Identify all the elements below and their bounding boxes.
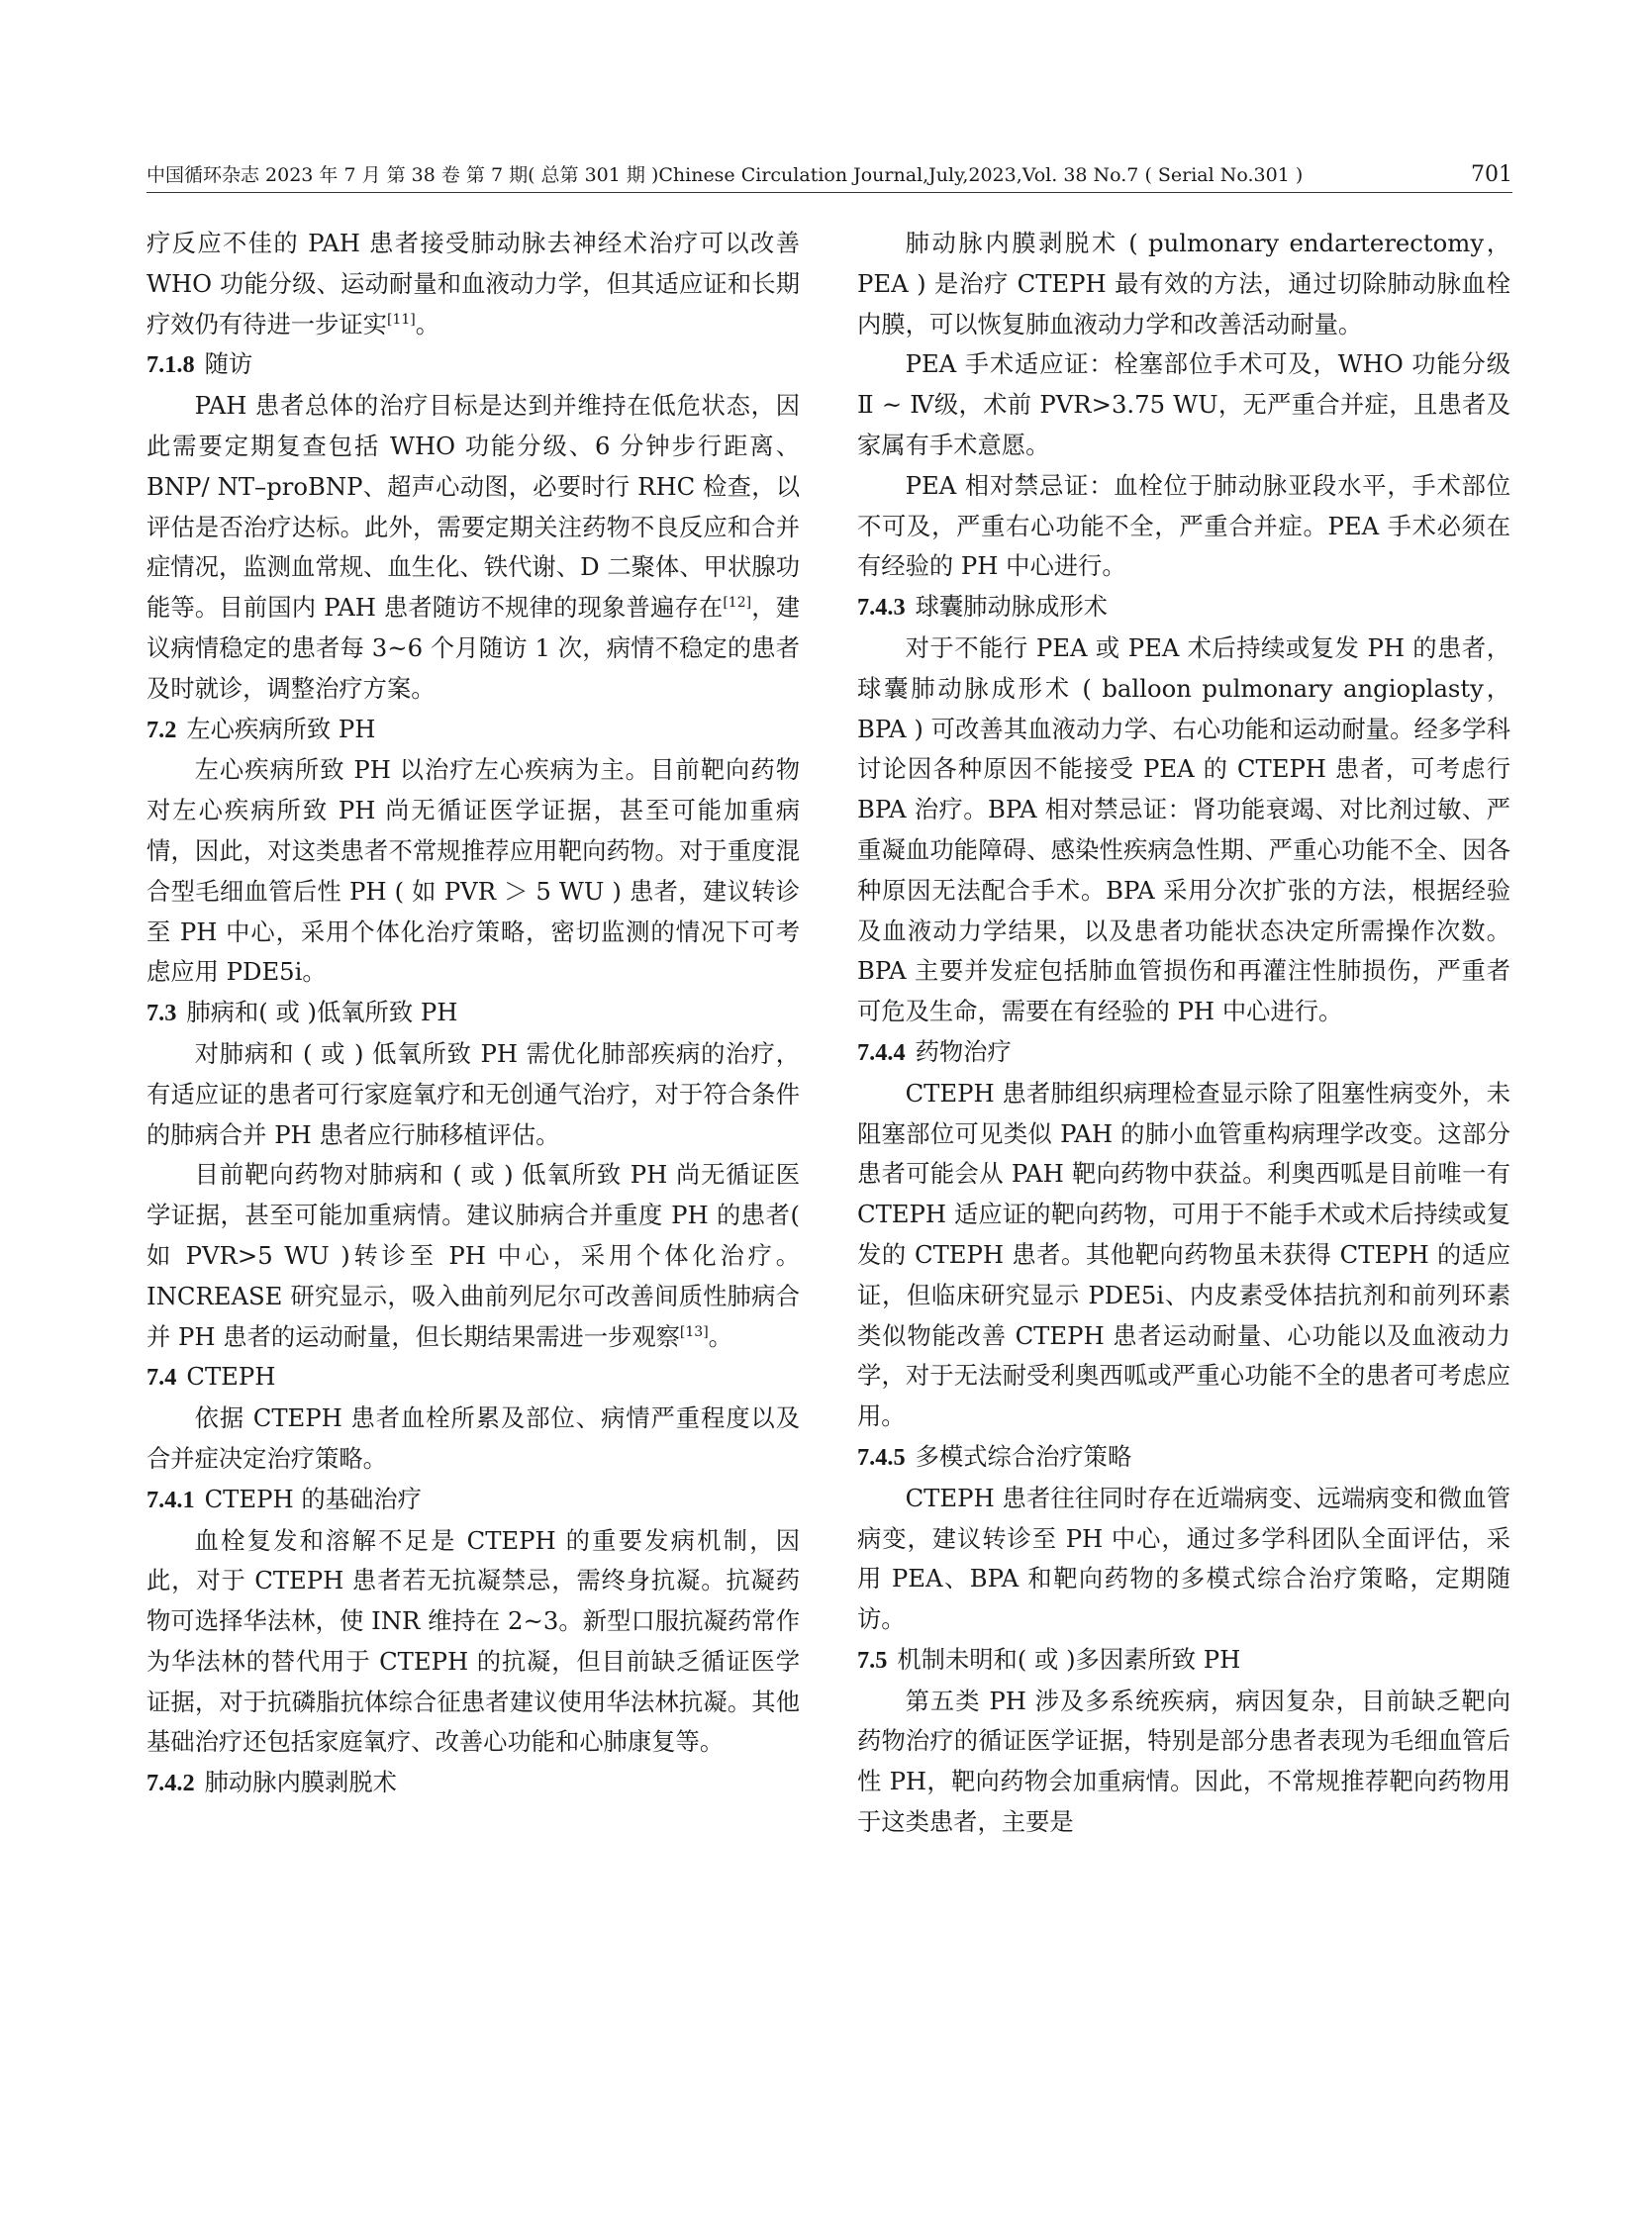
paragraph: 血栓复发和溶解不足是 CTEPH 的重要发病机制，因此，对于 CTEPH 患者若无抗凝禁忌，需终身抗凝。抗凝药物可选择华法林，使 INR 维持在 2~3。新型口服抗凝药常作为华法林的替代用于 CTEPH 的抗凝，但目前缺乏循证医学证据，对于抗磷脂抗体综合征患者建议使用华法林抗凝。其他基础治疗还包括家庭氧疗、改善心功能和心肺康复等。 — [146, 1525, 800, 1757]
paragraph: CTEPH 患者肺组织病理检查显示除了阻塞性病变外，未阻塞部位可见类似 PAH 的肺小血管重构病理学改变。这部分患者可能会从 PAH 靶向药物中获益。利奥西呱是目前唯一有 CTEPH 适应证的靶向药物，可用于不能手术或术后持续或复发的 CTEPH 患者。其他靶向药物虽未获得 CTEPH 的适应证，但临床研究显示 PDE5i、内皮素受体拮抗剂和前列环素类似物能改善 CTEPH 患者运动耐量、心功能以及血液动力学，对于无法耐受利奥西呱或严重心功能不全的患者可考虑应用。 — [857, 1078, 1510, 1431]
paragraph: PEA 相对禁忌证：血栓位于肺动脉亚段水平，手术部位不可及，严重右心功能不全，严重合并症。PEA 手术必须在有经验的 PH 中心进行。 — [857, 470, 1510, 581]
running-head — [146, 158, 1512, 192]
paragraph: 肺动脉内膜剥脱术 ( pulmonary endarterectomy，PEA ) 是治疗 CTEPH 最有效的方法，通过切除肺动脉血栓内膜，可以恢复肺血液动力学和改善活动耐量。 — [857, 229, 1510, 338]
paragraph: 第五类 PH 涉及多系统疾病，病因复杂，目前缺乏靶向药物治疗的循证医学证据，特别是部分患者表现为毛细血管后性 PH，靶向药物会加重病情。因此，不常规推荐靶向药物用于这类患者，主要是 — [857, 1686, 1510, 1837]
left-column — [146, 224, 800, 2164]
right-column — [857, 224, 1510, 2164]
paragraph: PAH 患者总体的治疗目标是达到并维持在低危状态，因此需要定期复查包括 WHO 功能分级、6 分钟步行距离、BNP/ NT–proBNP、超声心动图，必要时行 RHC 检查，以评估是否治疗达标。此外，需要定期关注药物不良反应和合并症情况，监测血常规、血生化、铁代谢、D 二聚体、甲状腺功能等。目前国内 PAH 患者随访不规律的现象普遍存在[12]，建议病情稳定的患者每 3~6 个月随访 1 次，病情不稳定的患者及时就诊，调整治疗方案。 — [146, 391, 800, 703]
paragraph: 左心疾病所致 PH 以治疗左心疾病为主。目前靶向药物对左心疾病所致 PH 尚无循证医学证据，甚至可能加重病情，因此，对这类患者不常规推荐应用靶向药物。对于重度混合型毛细血管后性 PH ( 如 PVR ＞ 5 WU ) 患者，建议转诊至 PH 中心，采用个体化治疗策略，密切监测的情况下可考虑应用 PDE5i。 — [146, 755, 800, 987]
paragraph: 对于不能行 PEA 或 PEA 术后持续或复发 PH 的患者，球囊肺动脉成形术 ( balloon pulmonary angioplasty，BPA ) 可改善其血液动力学、右心功能和运动耐量。经多学科讨论因各种原因不能接受 PEA 的 CTEPH 患者，可考虑行 BPA 治疗。BPA 相对禁忌证：肾功能衰竭、对比剂过敏、严重凝血功能障碍、感染性疾病急性期、严重心功能不全、因各种原因无法配合手术。BPA 采用分次扩张的方法，根据经验及血液动力学结果，以及患者功能状态决定所需操作次数。BPA 主要并发症包括肺血管损伤和再灌注性肺损伤，严重者可危及生命，需要在有经验的 PH 中心进行。 — [857, 632, 1510, 1026]
section-heading: 7.4.3 球囊肺动脉成形术 — [857, 592, 1108, 622]
citation: [13] — [679, 1323, 709, 1340]
section-heading: 7.2 左心疾病所致 PH — [146, 714, 376, 743]
header-rule — [146, 192, 1512, 193]
paragraph: 对肺病和 ( 或 ) 低氧所致 PH 需优化肺部疾病的治疗，有适应证的患者可行家庭氧疗和无创通气治疗，对于符合条件的肺病合并 PH 患者应行肺移植评估。 — [146, 1038, 800, 1149]
journal-citation: 中国循环杂志 2023 年 7 月 第 38 卷 第 7 期( 总第 301 期 )Chinese Circulation Journal,July,2023,Vol. 38 No.7 ( Serial No.301 ) — [146, 164, 1304, 186]
section-heading: 7.5 机制未明和( 或 )多因素所致 PH — [857, 1644, 1241, 1674]
section-heading: 7.1.8 随访 — [146, 349, 253, 379]
paragraph: 目前靶向药物对肺病和 ( 或 ) 低氧所致 PH 尚无循证医学证据，甚至可能加重病情。建议肺病合并重度 PH 的患者( 如 PVR>5 WU )转诊至 PH 中心，采用个体化治疗。INCREASE 研究显示，吸入曲前列尼尔可改善间质性肺病合并 PH 患者的运动耐量，但长期结果需进一步观察[13]。 — [146, 1160, 800, 1351]
section-heading: 7.4.2 肺动脉内膜剥脱术 — [146, 1768, 397, 1797]
section-heading: 7.4.1 CTEPH 的基础治疗 — [146, 1484, 422, 1513]
section-heading: 7.4.4 药物治疗 — [857, 1036, 1012, 1066]
citation: [11] — [386, 311, 416, 328]
section-heading: 7.4.5 多模式综合治疗策略 — [857, 1441, 1132, 1471]
paragraph: 疗反应不佳的 PAH 患者接受肺动脉去神经术治疗可以改善 WHO 功能分级、运动耐量和血液动力学，但其适应证和长期疗效仍有待进一步证实[11]。 — [146, 229, 800, 338]
paragraph: CTEPH 患者往往同时存在近端病变、远端病变和微血管病变，建议转诊至 PH 中心，通过多学科团队全面评估，采用 PEA、BPA 和靶向药物的多模式综合治疗策略，定期随访。 — [857, 1483, 1510, 1634]
paragraph: 依据 CTEPH 患者血栓所累及部位、病情严重程度以及合并症决定治疗策略。 — [146, 1403, 800, 1473]
page-number: 701 — [1471, 162, 1512, 187]
section-heading: 7.4 CTEPH — [146, 1362, 276, 1392]
citation: [12] — [723, 595, 752, 612]
section-heading: 7.3 肺病和( 或 )低氧所致 PH — [146, 998, 458, 1027]
paragraph: PEA 手术适应证：栓塞部位手术可及，WHO 功能分级 Ⅱ ~ Ⅳ级，术前 PVR>3.75 WU，无严重合并症，且患者及家属有手术意愿。 — [857, 349, 1510, 459]
